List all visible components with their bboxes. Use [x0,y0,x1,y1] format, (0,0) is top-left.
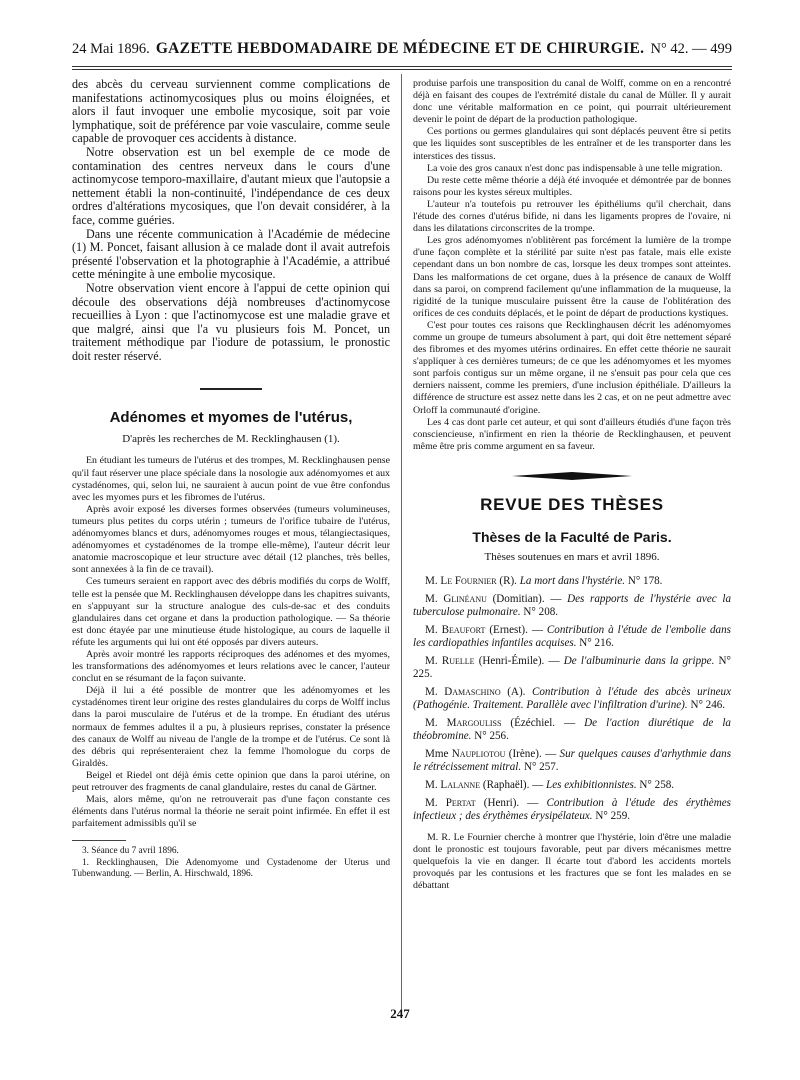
thesis-num: N° 178. [627,574,663,587]
thesis-num: N° 257. [523,760,559,773]
paragraph: Notre observation est un bel exemple de ce mode de contamination des centres nerveux dans le cours d'une actinomycose temporo-maxillaire, d'autant mieux que l'autopsie a nettement établi la non-continuité, l'indépendance de ces deux ordres d'altérations mycosiques, que l'on devait considérer, à la face, comme guéries. [72,144,390,227]
thesis-sep: — [545,747,557,760]
thesis-prefix: M. [425,685,438,698]
thesis-name: Margouliss [446,716,502,729]
thesis-prefix: M. [425,623,438,636]
thesis-name: Le Fournier [440,574,497,587]
thesis-entry [413,624,731,650]
thesis-title: Contribution à l'étude de l'embolie dans les cardiopathies infantiles acquises. [413,623,731,649]
thesis-sep: — [532,778,544,791]
thesis-entry [413,655,731,681]
thesis-prefix: Mme [425,747,449,760]
paragraph: Notre observation vient encore à l'appui de cette opinion qui découle des observations déjà nombreuses d'actinomycose recueillies à Lyon : que l'actinomycose est une maladie grave et que malgré, ainsi que l'a vu plusieurs fois M. Poncet, un traitement méthodique par l'iodure de potassium, le pronostic doit rester réservé. [72,280,390,363]
paragraph: Ces tumeurs seraient en rapport avec des débris modifiés du corps de Wolff, telle est la pensée que M. Recklinghausen développe dans les chapitres suivants, en s'appuyant sur la structure analogue des culs-de-sac et des conduits glandulaires dans cet organe et dans la production pathologique. — Sa théorie est donc étayée par une minutieuse étude histologique, au cours de laquelle il réfute les arguments qui lui ont été opposés par divers auteurs. [72,576,390,648]
paragraph: L'auteur n'a toutefois pu retrouver les épithéliums qu'il cherchait, dans l'étude des cornes d'utérus bifide, ni dans les ligaments propres de l'ovaire, ni dans les dilatations circonscrites de la trompe. [413,198,731,235]
paragraph: Après avoir montré les rapports réciproques des adénomes et des myomes, les transformations des adénomyomes et leurs relations avec le cancer, l'auteur conclut en se résumant de la façon suivante. [72,648,390,685]
issue-date: 24 Mai 1896. [72,41,150,57]
thesis-entry [413,686,731,712]
thesis-sep: — [531,623,543,636]
paragraph: produise parfois une transposition du canal de Wolff, comme on en a rencontré déjà en faisant des coupes de l'extrémité distale du canal de Müller. Il y aurait donc une véritable malformation en ce point, qui pourrait ultérieurement devenir le point de départ de la production pathologique. [413,78,731,126]
theses-list [413,575,731,823]
thesis-sep: — [550,592,562,605]
thesis-first: (Ernest). [489,623,528,636]
thesis-num: N° 225. [413,654,731,680]
thesis-first: (Ézéchiel. [510,716,556,729]
thesis-entry [413,717,731,743]
page-number: 247 [390,1006,410,1021]
paragraph: Après avoir exposé les diverses formes observées (tumeurs volumineuses, tumeurs plus petites du corps utérin ; tumeurs de l'orifice tubaire de l'utérus, adénomyomes blancs et durs, adénomyomes rouges et mous, télangiectasiques, adénomyomes et cystadénomes de la trompe elle-même), l'auteur décrit leur anatomie macroscopique et leur structure avec détail (12 planches, très belles, sont annexées à la fin de ce travail). [72,503,390,576]
right-column [413,78,731,892]
thesis-name: Ruelle [441,654,475,667]
thesis-sep: — [527,796,539,809]
thesis-num: N° 256. [474,729,509,742]
thesis-prefix: M. [425,716,438,729]
thesis-prefix: M. [425,654,438,667]
paragraph: des abcès du cerveau surviennent comme complications de manifestations actinomycosiques plus ou moins éloignées, et alors il faut invoquer une embolie mycosique, soit par voie lymphatique, soit de préférence par voie vasculaire, comme seule capable de provoquer ces accidents à distance. [72,77,390,146]
thesis-title: Sur quelques causes d'arhythmie dans le rétrécissement mitral. [413,747,732,773]
thesis-name: Pertat [445,796,476,809]
section-title: Adénomes et myomes de l'utérus, [109,409,353,427]
thesis-name: Naupliotou [451,747,506,760]
paragraph: Beigel et Riedel ont déjà émis cette opinion que dans la paroi utérine, on peut retrouver des fragments de canal glandulaire, restes du canal de Gärtner. [72,769,390,793]
thesis-first: (Henri-Émile). [478,654,545,667]
thesis-entry [413,797,731,823]
thesis-sep: — [548,654,560,667]
thesis-name: Lalanne [440,778,481,791]
theses-title: Thèses de la Faculté de Paris. [472,528,672,545]
thesis-entry [413,779,731,792]
thesis-first: (R). [499,574,517,587]
thesis-title: De l'action diurétique de la théobromine. [413,716,731,742]
left-column [72,78,390,880]
paragraph: Déjà il lui a été possible de montrer que les adénomyomes et les cystadénomes tirent leur origine des restes glandulaires du corps de Wolff inclus dans la paroi musculaire de l'utérus et de la trompe. En étudiant des utérus normaux de femmes adultes il a pu, à plusieurs reprises, constater la présence des canaux de Wolff au niveau de l'angle de la trompe et de l'utérus. Ce sont là des débris qui représenteraient chez la femme l'homologue du corps de Giraldès. [72,685,390,769]
thesis-first: (Raphaël). [482,778,530,791]
thesis-name: Beaufort [441,623,486,636]
thesis-num: N° 216. [579,636,614,649]
issue-number: N° 42. — 499 [650,41,732,57]
column-divider [401,74,402,1014]
thesis-sep: — [564,716,576,729]
thesis-num: N° 258. [639,778,675,791]
thesis-prefix: M. [425,796,438,809]
thesis-first: (Irène). [508,747,542,760]
header-rule-double [72,69,732,70]
thesis-entry [413,575,731,588]
thesis-title: Contribution à l'étude des abcès urineux (Pathogénie. Traitement. Parallèle avec l'infiltration d'urine). [413,685,732,711]
arrow-ornament-icon [512,471,632,481]
section-subtitle: D'après les recherches de M. Recklinghausen (1). [122,433,340,446]
thesis-prefix: M. [425,574,438,587]
footnote-rule [72,840,126,841]
paragraph: Mais, alors même, qu'on ne retrouverait pas d'une façon constante ces éléments dans l'utérus normal la théorie ne serait point infirmée. En effet il est parfaitement admissibls qu'il se [72,794,390,830]
thesis-entry [413,748,731,774]
paragraph: M. R. Le Fournier cherche à montrer que l'hystérie, loin d'être une maladie dont le pronostic est toujours favorable, peut par divers mécanismes mettre quelquefois la vie en danger. Il écarte tout d'abord les accidents mortels provoqués par les contusions et les fractures que se font les malades en se débattant [413,831,731,892]
running-header [72,40,732,66]
thesis-num: N° 208. [523,605,559,618]
thesis-title: Les exhibitionnistes. [546,778,637,791]
footnote: 3. Séance du 7 avril 1896. [82,846,179,857]
thesis-num: N° 246. [690,698,726,711]
thesis-num: N° 259. [595,809,631,822]
theses-subtitle: Thèses soutenues en mars et avril 1896. [484,550,660,563]
thesis-first: (Henri). [483,796,520,809]
paragraph: La voie des gros canaux n'est donc pas indispensable à une telle migration. [427,162,723,174]
thesis-title: Des rapports de l'hystérie avec la tuberculose pulmonaire. [413,592,731,618]
thesis-first: (A). [507,685,526,698]
paragraph: Les 4 cas dont parle cet auteur, et qui sont d'ailleurs étudiés d'une façon très consciencieuse, n'infirment en rien la théorie de Recklinghausen, et peuvent même être pris comme argument en sa faveur. [413,416,731,452]
paragraph: Dans une récente communication à l'Académie de médecine (1) M. Poncet, faisant allusion à ce malade dont il avait autrefois présenté l'observation et la photographie à l'Académie, a attribué cette méningite à une embolie mycosique. [72,226,390,282]
thesis-entry [413,593,731,619]
thesis-title: La mort dans l'hystérie. [519,574,626,587]
footnote: 1. Recklinghausen, Die Adenomyome und Cystadenome der Uterus und Tubenwandung. — Berlin, A. Hirschwald, 1896. [72,857,390,879]
paragraph: Les gros adénomyomes n'oblitèrent pas forcément la lumière de la trompe d'une façon complète et la stérilité par suite n'est pas fatale, mais elle existe cependant dans un bon nombre de cas, lorsque les deux trompes sont atteintes. Dans les malformations de cet organe, dues à la présence de canaux de Wolff dans sa paroi, on comprend facilement qu'une inflammation de la muqueuse, la rigidité de la tunique musculaire puissent être la cause de l'oblitération des orifices de ces conduits déplacés, et le point de départ de productions kystiques. [413,235,731,319]
thesis-prefix: M. [425,592,438,605]
section-separator [72,377,390,395]
thesis-prefix: M. [425,778,438,791]
thesis-name: Damaschino [444,685,501,698]
thesis-title: De l'albuminurie dans la grippe. [563,654,715,667]
journal-title: GAZETTE HEBDOMADAIRE DE MÉDECINE ET DE CHIRURGIE. [155,40,645,57]
paragraph: En étudiant les tumeurs de l'utérus et des trompes, M. Recklinghausen pense qu'il faut réserver une place spéciale dans la nosologie aux adénomyomes et aux cystadénomes, qui, selon lui, ne sauraient à aucun point de vue être confondus avec les myomes purs et les fibromes de l'utérus. [72,455,390,503]
thesis-name: Glinéanu [443,592,487,605]
paragraph: C'est pour toutes ces raisons que Recklinghausen décrit les adénomyomes comme un groupe de tumeurs absolument à part, qui doit être nettement séparé des fibromes et des myomes utérins ordinaires. En effet cette théorie ne saurait s'appliquer à ces dernières tumeurs; de ce que les adénomyomes et les myomes sont parfois contigus sur un même organe, il ne s'ensuit pas pour cela que ces derniers naissent, comme les premiers, d'une inclusion épithéliale. D'ailleurs la différence de structure est assez nette dans les 2 cas, et on ne peut admettre avec Orloff la communauté d'origine. [413,319,731,416]
paragraph: Ces portions ou germes glandulaires qui sont déplacés peuvent être si petits que les liquides sont susceptibles de les entraîner et de les transporter dans les interstices des tissus. [413,126,731,162]
header-rule [72,66,732,67]
thesis-title: Contribution à l'étude des érythèmes infectieux ; des érythèmes érysipélateux. [413,796,731,822]
paragraph: Du reste cette même théorie a déjà été invoquée et démontrée par de bonnes raisons pour les kystes séreux multiples. [413,174,731,198]
revue-title: REVUE DES THÈSES [480,494,664,514]
thesis-first: (Domitian). [492,592,545,605]
